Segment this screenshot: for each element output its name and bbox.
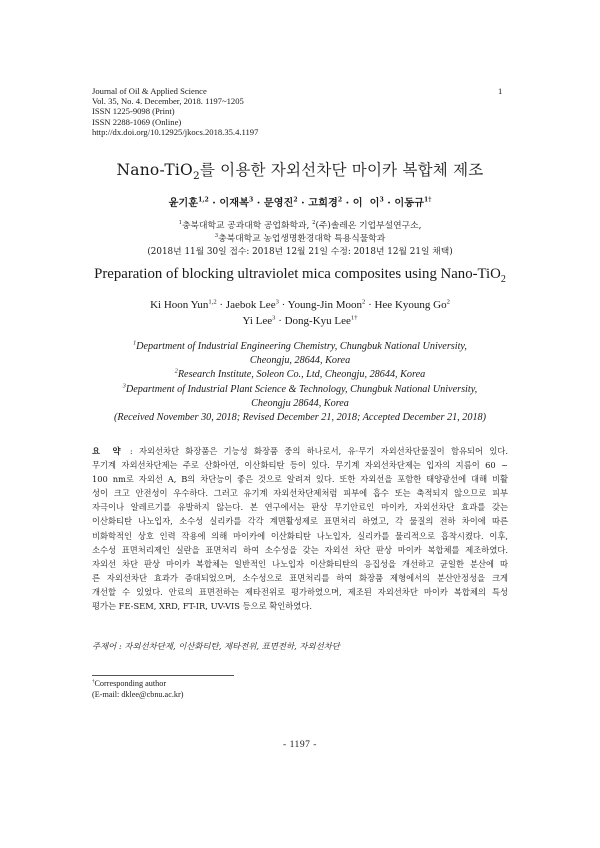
affiliation-line <box>0 383 600 397</box>
affiliation-line <box>0 397 600 411</box>
authors-english <box>0 297 600 329</box>
author-sup: 3 <box>248 196 254 204</box>
title-en-part: Preparation of blocking ultraviolet mica composites using Nano-TiO <box>94 266 501 282</box>
author-name: 이 이 <box>352 197 380 209</box>
affil-text: Department of Industrial Plant Science & Technology, Chungbuk National University, <box>125 383 478 395</box>
author-sup: 1† <box>423 196 432 204</box>
abstract-line: 100 nm로 자외선 A, B의 차단능이 좋은 것으로 알려져 있다. 또한 자외선을 포함한 태양광선에 대해 비활 <box>92 474 508 485</box>
author-sup: 1,2 <box>198 196 209 204</box>
affil-text: (주)솔레온 기업부설연구소, <box>315 221 422 231</box>
affil-text: 충북대학교 공과대학 공업화학과, <box>181 221 313 231</box>
title-ko-part: 를 이용한 자외선차단 마이카 복합체 제조 <box>199 161 484 179</box>
title-korean <box>0 158 600 183</box>
affil-sup: 2 <box>312 220 316 227</box>
affil-sup: 3 <box>122 383 126 390</box>
abstract-line: 른 자외선차단 효과가 증대되었으며, 소수성으로 표면처리를 하여 화장품 제형에서의 분산안정성을 크게 <box>92 572 508 583</box>
affil-sup: 1 <box>178 220 182 227</box>
footnote-email[interactable]: (E-mail: dklee@cbnu.ac.kr) <box>92 689 184 699</box>
author-name: 윤기훈 <box>168 197 199 209</box>
title-english <box>0 266 600 283</box>
affil-text: Cheongju, 28644, Korea <box>249 355 351 367</box>
affil-sup: 3 <box>214 233 219 240</box>
journal-meta <box>92 86 258 137</box>
author-sup: 2 <box>337 196 343 204</box>
author-sup: 2 <box>362 298 366 306</box>
affil-text: Research Institute, Soleon Co., Ltd, Cheongju, 28644, Korea <box>177 369 426 381</box>
authors-korean: 윤기훈$^{1,2}$ · 이재복$^3$ · 문영진$^2$ · 고희경$^2$ · 이 이$^3$ · 이동규$^{1\dagger}$ <box>168 196 432 209</box>
affil-text: 충북대학교 농업생명환경대학 특용식물학과 <box>218 234 386 244</box>
received-dates-korean: (2018년 11월 30일 접수: 2018년 12월 21일 수정: 2018년 12월 21일 채택) <box>147 247 453 257</box>
affiliation-line <box>0 233 600 246</box>
affiliations-korean <box>0 220 600 259</box>
abstract-line <box>92 444 508 458</box>
author-name: 이재복 <box>219 197 249 209</box>
author-sup: 3 <box>379 196 384 204</box>
page-number-bottom: - 1197 - <box>282 739 318 750</box>
footnote-rule <box>92 675 234 676</box>
affiliation-line <box>0 220 600 233</box>
abstract-line: 무기계 자외선차단제는 주로 산화아연, 이산화티탄 등이 있다. 무기계 자외선차단제는 입자의 지름이 60 ~ <box>92 460 508 471</box>
author-sup: 2 <box>293 196 298 204</box>
affil-sup: 1 <box>133 340 137 347</box>
author-name: Jaebok Lee <box>225 299 276 311</box>
abstract <box>92 444 508 613</box>
affil-text: Department of Industrial Engineering Chemistry, Chungbuk National University, <box>136 341 467 352</box>
author-name: 고희경 <box>308 197 338 209</box>
abstract-line: 자외선 차단 판상 마이카 복합체는 일반적인 나노입자 이산화티탄의 응집성을 개선하고 균일한 분산에 따 <box>92 558 508 569</box>
issn-print: ISSN 1225-9098 (Print) <box>92 106 175 117</box>
footnote-text: Corresponding author <box>94 679 167 688</box>
footnote <box>92 679 183 700</box>
author-name: Ki Hoon Yun <box>150 299 209 311</box>
authors-en-line: Ki Hoon Yun$^{1,2}$ · Jaebok Lee$^3$ · Young-Jin Moon$^2$ · Hee Kyoung Go$^2$ <box>150 298 450 311</box>
abstract-line: 비화학적인 상호 인력 작용에 의해 마이카에 이산화티탄 나노입자, 실리카를 물리적으로 흡착시켰다. 이후, <box>92 530 508 541</box>
author-sup: 2 <box>446 298 450 306</box>
author-name: Yi Lee <box>242 315 273 327</box>
abstract-label: 요 약 <box>92 446 124 456</box>
journal-name: Journal of Oil & Applied Science <box>92 86 207 96</box>
author-name: Young-Jin Moon <box>287 299 363 311</box>
abstract-line: 평가는 FE-SEM, XRD, FT-IR, UV-VIS 등으로 확인하였다. <box>92 601 312 612</box>
abstract-line: 자극이나 알레르기를 유발하지 않는다. 본 연구에서는 판상 무기안료인 마이카, 자외선차단 효과를 갖는 <box>92 502 508 513</box>
page-number-top: 1 <box>498 86 503 96</box>
journal-volume: Vol. 35, No. 4. December, 2018. 1197~1205 <box>92 96 244 107</box>
abstract-line: 성이 크고 안전성이 우수하다. 그러고 유기계 자외선차단제처럼 피부에 흡수 또는 축적되지 않으므로 피부 <box>92 488 508 499</box>
author-name: Hee Kyoung Go <box>374 299 447 311</box>
author-name: 이동규 <box>394 197 424 209</box>
author-name: Dong-Kyu Lee <box>284 315 351 327</box>
affiliation-line <box>0 354 600 368</box>
affil-sup: 2 <box>174 369 178 376</box>
author-sup: 1,2 <box>208 298 217 306</box>
affiliation-line <box>0 368 600 382</box>
author-sup: 3 <box>275 298 279 306</box>
dagger-mark: † <box>92 679 95 685</box>
keywords: 주제어 : 자외선차단제, 이산화티탄, 제타전위, 표면전하, 자외선차단 <box>92 641 340 651</box>
affiliations-english <box>0 340 600 425</box>
abstract-line: 소수성 표면처리제인 실란을 표면처리 하여 소수성을 갖는 자외선 차단 판상 마이카 복합체를 제조하였다. <box>92 544 508 555</box>
affil-text: (Received November 30, 2018; Revised December 21, 2018; Accepted December 21, 2018) <box>113 412 487 424</box>
author-sup: 1† <box>350 314 358 322</box>
author-name: 문영진 <box>263 197 294 209</box>
title-ko-sub: 2 <box>192 170 200 183</box>
issn-online: ISSN 2288-1069 (Online) <box>92 116 182 127</box>
received-dates-english <box>0 411 600 425</box>
affil-text: Cheongju 28644, Korea <box>251 397 349 409</box>
authors-en-line: Yi Lee$^3$ · Dong-Kyu Lee$^{1\dagger}$ <box>242 314 358 327</box>
footnote-line <box>92 679 183 690</box>
abstract-line: 이산화티탄 나노입자, 소수성 실리카를 각각 계면활성제로 표면처리 하였고, 각 물질의 전하 차이에 따른 <box>92 516 508 527</box>
doi-link[interactable]: http://dx.doi.org/10.12925/jkocs.2018.35.4.1197 <box>92 126 259 137</box>
title-en-sub: 2 <box>500 273 506 285</box>
abstract-text: : 자외선차단 화장품은 기능성 화장품 중의 하나로서, 유·무기 자외선차단물질이 함유되어 있다. <box>123 446 508 456</box>
title-ko-part: Nano-TiO <box>116 161 193 179</box>
abstract-line: 개선할 수 있었다. 안료의 표면전하는 제타전위로 평가하였으며, 제조된 자외선차단 마이카 복합체의 특성 <box>92 586 508 597</box>
affiliation-line <box>0 340 600 354</box>
author-sup: 3 <box>272 314 276 322</box>
